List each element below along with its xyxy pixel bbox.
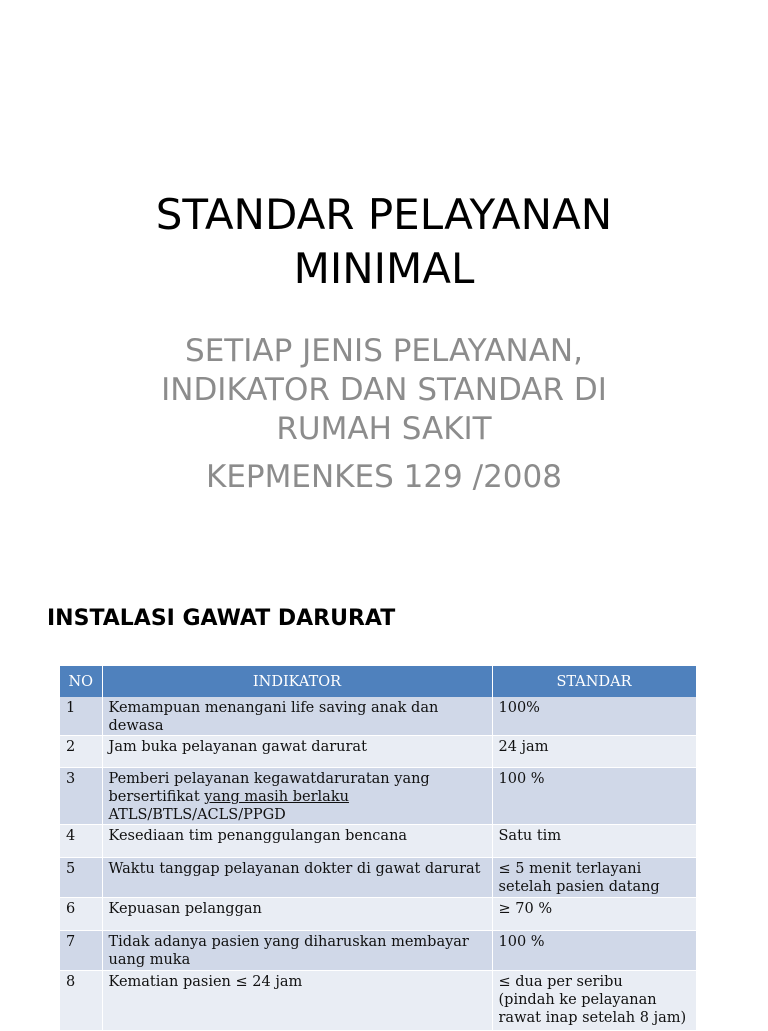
cell-indikator: Waktu tanggap pelayanan dokter di gawat darurat	[102, 858, 492, 898]
cell-standar: 100 %	[492, 768, 696, 825]
cell-standar: 24 jam	[492, 736, 696, 768]
cell-indikator: Jam buka pelayanan gawat darurat	[102, 736, 492, 768]
cell-no: 2	[60, 736, 102, 768]
cell-no: 7	[60, 931, 102, 971]
standar-text: ≤ dua per seribu	[498, 974, 623, 990]
table-row	[60, 768, 696, 825]
subtitle-line-1: SETIAP JENIS PELAYANAN,	[185, 333, 583, 369]
standar-note: (pindah ke pelayanan rawat inap setelah 8 jam)	[498, 992, 687, 1026]
table-row	[60, 736, 696, 768]
section-heading: INSTALASI GAWAT DARURAT	[47, 606, 396, 631]
cell-no: 1	[60, 697, 102, 736]
page-title	[0, 188, 768, 296]
table-row	[60, 825, 696, 858]
table-row	[60, 697, 696, 736]
header-standar: STANDAR	[492, 666, 696, 697]
title-line-2: MINIMAL	[293, 244, 475, 293]
cell-indikator: Tidak adanya pasien yang diharuskan membayar uang muka	[102, 931, 492, 971]
header-indikator: INDIKATOR	[102, 666, 492, 697]
subtitle-line-3: RUMAH SAKIT	[276, 411, 492, 447]
title-line-1: STANDAR PELAYANAN	[155, 190, 613, 239]
cell-standar: 100%	[492, 697, 696, 736]
subtitle	[0, 332, 768, 497]
cell-standar: ≤ 5 menit terlayani setelah pasien datang	[492, 858, 696, 898]
table-row	[60, 931, 696, 971]
header-no: NO	[60, 666, 102, 697]
indikator-text: Pemberi pelayanan kegawatdaruratan yang bersertifikat	[108, 771, 430, 805]
cell-no: 6	[60, 898, 102, 931]
cell-standar: 100 %	[492, 931, 696, 971]
subtitle-line-2: INDIKATOR DAN STANDAR DI	[161, 372, 607, 408]
cell-indikator: Kepuasan pelanggan	[102, 898, 492, 931]
cell-no: 5	[60, 858, 102, 898]
cell-standar	[492, 971, 696, 1031]
table-row	[60, 898, 696, 931]
cell-indikator	[102, 768, 492, 825]
cell-no: 4	[60, 825, 102, 858]
indikator-text: ATLS/BTLS/ACLS/PPGD	[108, 807, 286, 823]
indikator-underlined-text: yang masih berlaku	[204, 789, 349, 805]
regulation-reference: KEPMENKES 129 /2008	[206, 459, 562, 495]
table-header-row	[60, 666, 696, 697]
standards-table	[60, 666, 697, 1031]
table-row	[60, 971, 696, 1031]
cell-no: 3	[60, 768, 102, 825]
cell-standar: ≥ 70 %	[492, 898, 696, 931]
cell-standar: Satu tim	[492, 825, 696, 858]
cell-indikator: Kesediaan tim penanggulangan bencana	[102, 825, 492, 858]
cell-indikator: Kemampuan menangani life saving anak dan dewasa	[102, 697, 492, 736]
cell-no: 8	[60, 971, 102, 1031]
cell-indikator: Kematian pasien ≤ 24 jam	[102, 971, 492, 1031]
slide-igd	[0, 576, 768, 1024]
table-row	[60, 858, 696, 898]
